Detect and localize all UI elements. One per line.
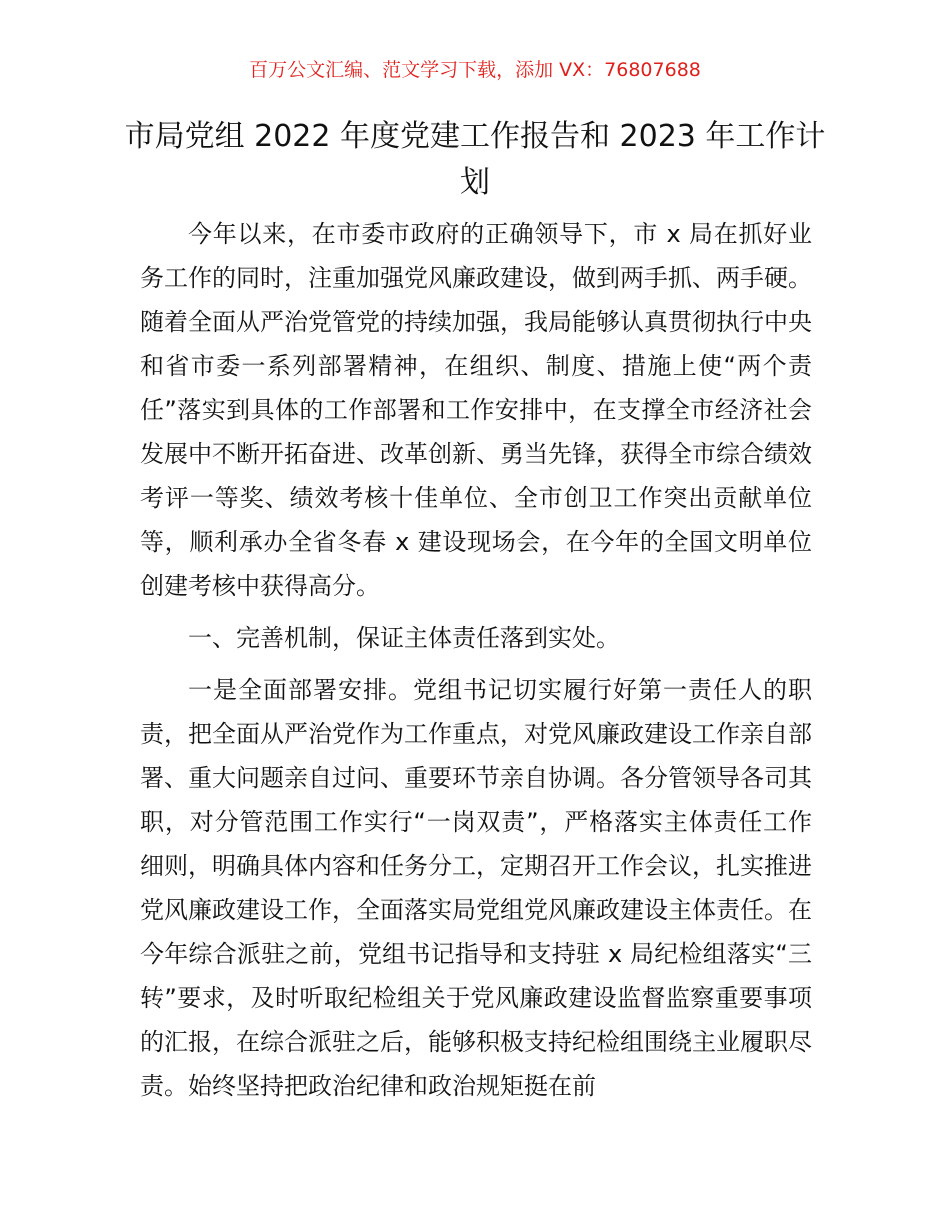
intro-paragraph: 今年以来，在市委市政府的正确领导下，市 x 局在抓好业务工作的同时，注重加强党风廉政建设，做到两手抓、两手硬。随着全面从严治党管党的持续加强，我局能够认真贯彻执行中央和省市委一系列部署精神，在组织、制度、措施上使“两个责任”落实到具体的工作部署和工作安排中，在支撑全市经济社会发展中不断开拓奋进、改革创新、勇当先锋，获得全市综合绩效考评一等奖、绩效考核十佳单位、全市创卫工作突出贡献单位等，顺利承办全省冬春 x 建设现场会，在今年的全国文明单位创建考核中获得高分。 bbox=[140, 220, 812, 600]
document-body bbox=[140, 212, 812, 1108]
body-paragraph: 一是全面部署安排。党组书记切实履行好第一责任人的职责，把全面从严治党作为工作重点，对党风廉政建设工作亲自部署、重大问题亲自过问、重要环节亲自协调。各分管领导各司其职，对分管范围工作实行“一岗双责”，严格落实主体责任工作细则，明确具体内容和任务分工，定期召开工作会议，扎实推进党风廉政建设工作，全面落实局党组党风廉政建设主体责任。在今年综合派驻之前，党组书记指导和支持驻 x 局纪检组落实“三转”要求，及时听取纪检组关于党风廉政建设监督监察重要事项的汇报，在综合派驻之后，能够积极支持纪检组围绕主业履职尽责。始终坚持把政治纪律和政治规矩挺在前 bbox=[140, 676, 812, 1100]
document-title: 市局党组 2022 年度党建工作报告和 2023 年工作计划 bbox=[124, 119, 826, 200]
section-heading: 一、完善机制，保证主体责任落到实处。 bbox=[188, 624, 620, 652]
header-banner: 百万公文汇编、范文学习下载，添加 VX：76807688 bbox=[249, 59, 701, 81]
